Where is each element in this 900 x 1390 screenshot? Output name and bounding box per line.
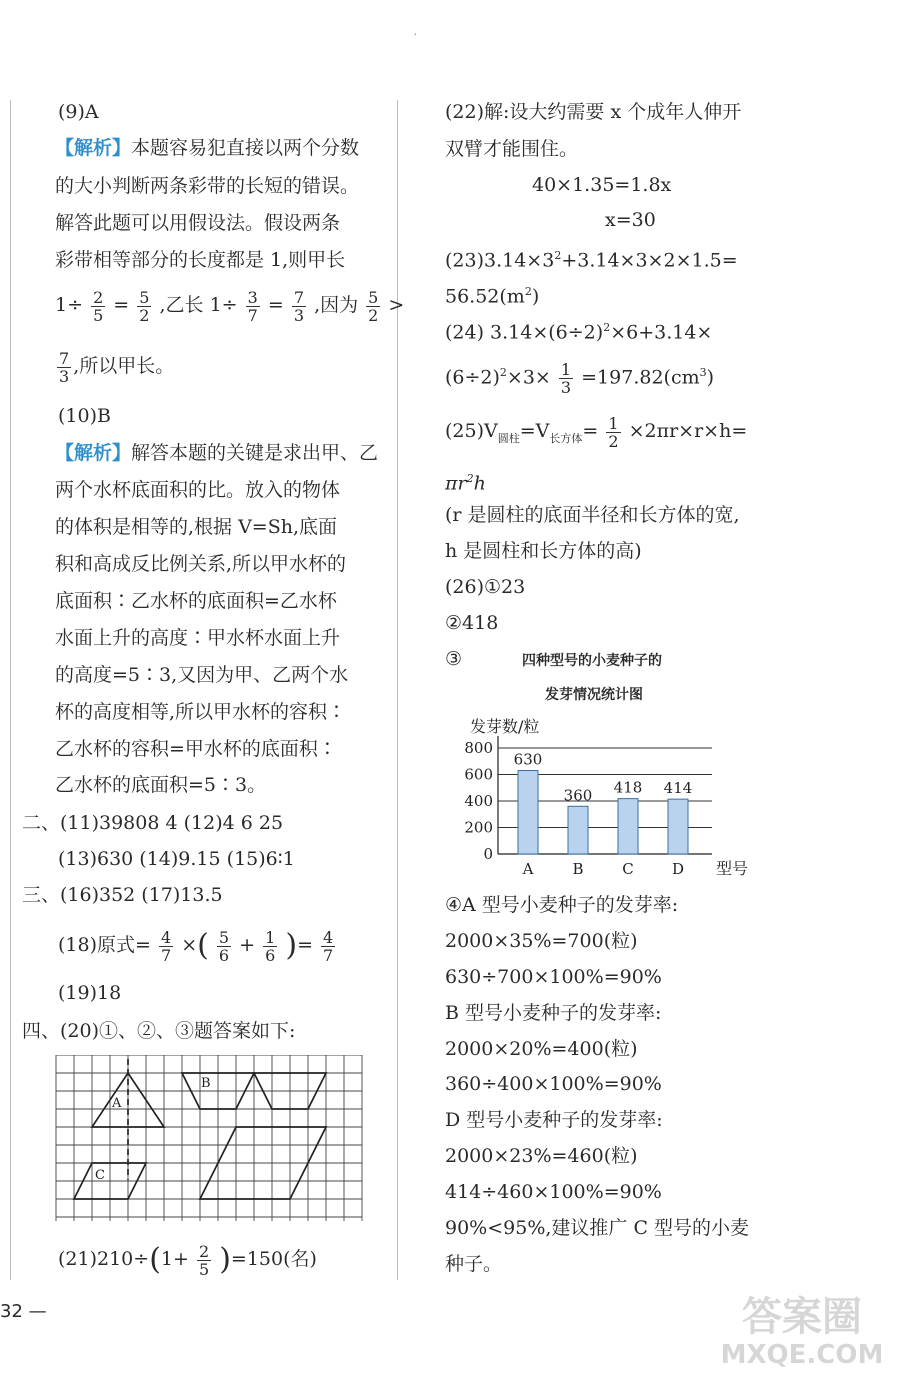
analysis-tag: 【解析】: [55, 442, 132, 464]
analysis-2-line-10: 乙水杯的底面积=5∶3。: [55, 774, 267, 796]
q25-line-4: h 是圆柱和长方体的高): [445, 540, 642, 562]
q18-formula: (18)原式= $\frac{4}{7}$ ×( $\frac{5}{6}$ + $\frac{1}{6}$ )= $\frac{4}{7}$: [58, 927, 334, 965]
x-tick-label: B: [572, 860, 584, 878]
section-2-line-2: (13)630 (14)9.15 (15)6∶1: [58, 848, 295, 870]
q26-line-5: 2000×35%=700(粒): [445, 930, 638, 952]
q26-line-14: 种子。: [445, 1253, 503, 1275]
fraction: $\frac{4}{7}$: [160, 927, 172, 965]
analysis-1-line-4: 彩带相等部分的长度都是 1,则甲长: [55, 249, 346, 271]
label-a: A: [112, 1096, 122, 1111]
data-label: 360: [563, 786, 593, 805]
analysis-1-line-1: 【解析】本题容易犯直接以两个分数: [55, 137, 360, 159]
analysis-1-line-2: 的大小判断两条彩带的长短的错误。: [55, 175, 360, 197]
q26-line-9: 360÷400×100%=90%: [445, 1073, 662, 1095]
analysis-2-line-1: 【解析】解答本题的关键是求出甲、乙: [55, 442, 379, 464]
data-label: 418: [613, 778, 643, 797]
fraction: $\frac{4}{7}$: [323, 927, 334, 965]
watermark-en: MXQE.COM: [720, 1340, 884, 1370]
y-tick-label: 200: [464, 818, 493, 837]
x-tick-label: A: [522, 860, 534, 878]
label-c: C: [95, 1168, 105, 1183]
left-margin-rule: [10, 100, 11, 1280]
bar-chart: [450, 708, 770, 880]
q25-line-1: $(25)V_{圆柱}=V_{长方体}=$ $\frac{1}{2}$ ×2πr×r×h=: [445, 413, 748, 451]
fraction: $\frac{2}{5}$: [198, 1241, 210, 1279]
y-axis-label: 发芽数/粒: [470, 717, 540, 736]
fraction: $\frac{5}{2}$: [139, 287, 150, 325]
section-2-line-1: 二、(11)39808 4 (12)4 6 25: [22, 812, 284, 834]
analysis-2-line-8: 杯的高度相等,所以甲水杯的容积∶: [55, 701, 347, 723]
watermark: [712, 1294, 892, 1384]
analysis-tag: 【解析】: [55, 137, 132, 159]
bar: [618, 799, 638, 854]
q25-line-3: (r 是圆柱的底面半径和长方体的宽,: [445, 504, 740, 526]
x-tick-label: D: [671, 860, 685, 878]
q26-line-12: 414÷460×100%=90%: [445, 1181, 662, 1203]
fraction: $\frac{7}{3}$: [293, 287, 305, 325]
fraction: $\frac{5}{2}$: [368, 287, 379, 325]
q26-line-8: 2000×20%=400(粒): [445, 1038, 638, 1060]
q26-line-13: 90%<95%,建议推广 C 型号的小麦: [445, 1217, 750, 1239]
chart-title: 四种型号的小麦种子的: [522, 653, 662, 669]
q19-answer: (19)18: [58, 982, 122, 1004]
data-label: 414: [663, 779, 693, 798]
analysis-2-line-3: 的体积是相等的,根据 V=Sh,底面: [55, 516, 338, 538]
q9-answer: (9)A: [58, 101, 99, 123]
q26-line-4: ④A 型号小麦种子的发芽率:: [445, 894, 679, 916]
fraction: $\frac{2}{5}$: [93, 287, 104, 325]
x-axis-label: 型号: [716, 859, 749, 878]
bar: [568, 806, 588, 854]
fraction: $\frac{3}{7}$: [247, 287, 258, 325]
bar: [518, 771, 538, 854]
q26-line-2: ②418: [445, 612, 499, 634]
y-tick-label: 400: [464, 792, 493, 810]
q26-line-10: D 型号小麦种子的发芽率:: [445, 1109, 663, 1131]
fraction-line-2: $\frac{7}{3}$ ,所以甲长。: [59, 348, 175, 386]
q24-line-1: (24) $3.14\times(6\div 2)^2\times 6+3.14\times$: [445, 321, 713, 344]
page-number: 32 —: [0, 1301, 47, 1322]
section-3-line-1: 三、(16)352 (17)13.5: [22, 884, 223, 906]
label-b: B: [201, 1076, 211, 1091]
q25-line-2: $\pi r^2h$: [445, 472, 486, 495]
q21-formula: (21)210÷(1+ $\frac{2}{5}$ )=150(名): [58, 1241, 317, 1279]
q22-line-3: 40×1.35=1.8x: [532, 174, 672, 196]
fraction: $\frac{7}{3}$: [59, 348, 70, 386]
y-tick-label: 800: [464, 739, 493, 757]
q26-line-7: B 型号小麦种子的发芽率:: [445, 1002, 662, 1024]
fraction: $\frac{1}{3}$: [560, 359, 572, 397]
analysis-2-line-4: 积和高成反比例关系,所以甲水杯的: [55, 553, 347, 575]
q23-line-1: $(23)3.14\times 3^2+3.14\times 3\times 2\times 1.5=$: [445, 249, 738, 272]
watermark-cn: 答案圈: [742, 1294, 862, 1340]
bar: [668, 799, 688, 854]
top-mark: ,: [414, 26, 418, 37]
q26-line-3: ③: [445, 648, 463, 670]
q24-line-2: $(6\div 2)^2\times 3\times$ $\frac{1}{3}$ $=197.82(cm^3)$: [445, 359, 715, 397]
section-4-line-1: 四、(20)①、②、③题答案如下:: [22, 1020, 296, 1042]
q22-line-2: 双臂才能围住。: [445, 138, 579, 160]
analysis-2-line-9: 乙水杯的容积=甲水杯的底面积∶: [55, 738, 337, 760]
x-tick-label: C: [622, 860, 634, 878]
y-tick-label: 0: [483, 845, 493, 863]
analysis-2-line-6: 水面上升的高度∶甲水杯水面上升: [55, 627, 341, 649]
analysis-2-line-5: 底面积∶乙水杯的底面积=乙水杯: [55, 590, 337, 612]
q26-line-1: (26)①23: [445, 576, 526, 598]
analysis-2-line-2: 两个水杯底面积的比。放入的物体: [55, 479, 341, 501]
fraction: $\frac{1}{2}$: [608, 413, 619, 451]
grid-figure: [50, 1055, 364, 1231]
fraction-line: 1÷ $\frac{2}{5}$ = $\frac{5}{2}$ ,乙长 1÷ $\frac{3}{7}$ = $\frac{7}{3}$ ,因为 $\frac{5}{2}$ >: [55, 287, 405, 325]
q26-line-11: 2000×23%=460(粒): [445, 1145, 638, 1167]
y-tick-label: 600: [464, 765, 493, 784]
column-divider: [397, 100, 398, 1280]
data-label: 630: [513, 750, 543, 769]
q10-answer: (10)B: [58, 405, 111, 427]
fraction: $\frac{5}{6}$: [218, 927, 230, 965]
fraction: $\frac{1}{6}$: [265, 927, 276, 965]
q23-line-2: $56.52(m^2)$: [445, 285, 540, 308]
q22-line-4: x=30: [605, 209, 656, 231]
analysis-1-line-3: 解答此题可以用假设法。假设两条: [55, 212, 341, 234]
analysis-2-line-7: 的高度=5∶3,又因为甲、乙两个水: [55, 664, 349, 686]
q26-line-6: 630÷700×100%=90%: [445, 966, 662, 988]
q22-line-1: (22)解:设大约需要 x 个成年人伸开: [445, 101, 742, 123]
chart-subtitle: 发芽情况统计图: [545, 687, 643, 703]
